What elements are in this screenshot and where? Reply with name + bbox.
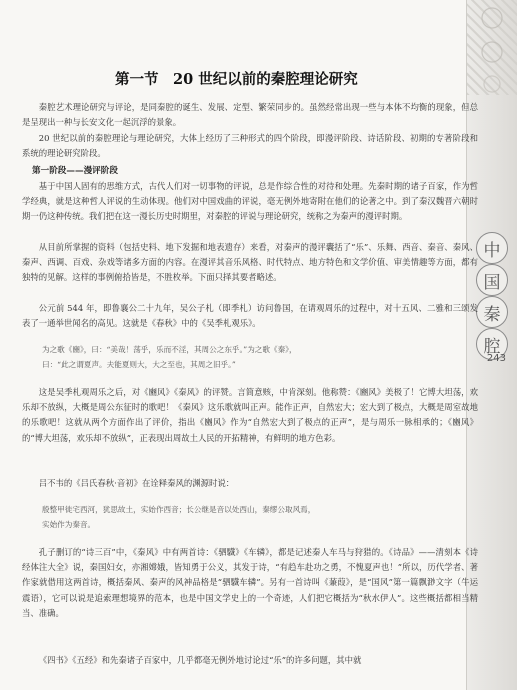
quote-1-line-2: 曰：“此之谓夏声。夫能夏则大，大之至也，其周之旧乎。”: [42, 360, 236, 369]
side-char-qiang: 腔: [476, 328, 508, 360]
paragraph-3: 基于中国人固有的思维方式，古代人们对一切事物的评说，总是作综合性的对待和处理。先秦时期的诸子百家，作为哲学经典，就是这种哲人评说的生动体现。他们对中国戏曲的评说，毫无例外地寄附在他们的论著之中。到了秦汉魏晋六朝时期一仍这种传统。我们把在这一漫长历史时期里，对秦腔的评说与理论研究，统称之为秦声的漫评时期。: [22, 181, 478, 222]
paragraph-2: 20 世纪以前的秦腔理论与理论研究，大体上经历了三种形式的四个阶段，即漫评阶段、诗话阶段、初期的专著阶段和系统的理论研究阶段。: [22, 133, 478, 159]
section-title: 第一节 20 世纪以前的秦腔理论研究: [115, 71, 358, 88]
paragraph-6: 这是吴季札观周乐之后，对《豳风》《秦风》的评赞。言简意赅，中肯深刻。他称赞：《豳风》美极了！它博大坦荡，欢乐却不放纵，大概是周公东征时的歌吧！《秦风》这乐歌就叫正声。能作正声，自然宏大；宏大到了极点，大概是周室故地的乐歌吧！这就从两个方面作出了评价，指出《豳风》作为“自然宏大到了极点的正声”，是与周乐一脉相承的；《豳风》的“博大坦荡，欢乐却不放纵”，正表现出周故土人民的开拓精神，有鲜明的地方色彩。: [22, 387, 478, 443]
decorative-pattern: [467, 0, 517, 95]
paragraph-8: 孔子删订的“诗三百”中，《秦风》中有两首诗：《驷驖》《车辚》，都是记述秦人车马与狩猎的。《诗品》——清刻本《诗经体注大全》说，秦国妇女，亦湘嫦娥，皆知勇于公义，其发于诗，“有趋车赴功之勇，不愧夏声也！”所以，历代学者、著作家就借用这两首诗，概括秦风、秦声的风神品格是“驷驖车辚”。另有一首诗叫《蒹葭》，是“国风”第一篇飘渺文字（牛运震语），它可以说是追索理想境界的范本，也是中国文学史上的一个奇迹，人们把它概括为“秋水伊人”。这些概括都相当精当、准确。: [22, 547, 478, 618]
paragraph-4: 从目前所掌握的资料（包括史料、地下发掘和地表遗存）来看，对秦声的漫评囊括了“乐”、乐舞、西音、秦音、秦风、秦声、西调、百戏、杂戏等诸多方面的内容。在漫评其音乐风格、时代特点、地方特色和文学价值、审美情趣等方面，都有独特的见解。这样的事例俯拾皆是，不胜枚举。下面只择其要者略述。: [22, 242, 478, 283]
paragraph-7: 吕不韦的《吕氏春秋·音初》在诠释秦风的渊源时说：: [38, 478, 235, 488]
quote-1-line-1: 为之歌《豳》，曰：“美哉！荡乎，乐而不淫，其周公之东乎。”为之歌《秦》，: [42, 345, 297, 354]
page-number: 243: [486, 353, 506, 364]
side-char-qin: 秦: [476, 296, 508, 328]
paragraph-9: 《四书》《五经》和先秦诸子百家中，几乎都毫无例外地讨论过“乐”的许多问题，其中就: [38, 655, 362, 665]
stage-heading: 第一阶段——漫评阶段: [32, 166, 118, 176]
side-char-zhong: 中: [476, 232, 508, 264]
paragraph-1: 秦腔艺术理论研究与评论，是同秦腔的诞生、发展、定型、繁荣同步的。虽然经常出现一些与本体不均衡的现象，但总是呈现出一种与长安文化一起沉浮的景象。: [22, 102, 478, 128]
paragraph-5: 公元前 544 年，即鲁襄公二十九年，吴公子札（即季札）访问鲁国，在请观周乐的过程中，对十五风、二雅和三颂发表了一通举世闻名的高见。这就是《春秋》中的《吴季札观乐》。: [22, 303, 478, 329]
quote-2-line-1: 殷整甲徙宅西河，犹思故土，实始作西音；长公继是音以处西山，秦缪公取风焉，: [42, 505, 316, 514]
quote-2-line-2: 实始作为秦音。: [42, 520, 96, 529]
side-char-guo: 国: [476, 264, 508, 296]
